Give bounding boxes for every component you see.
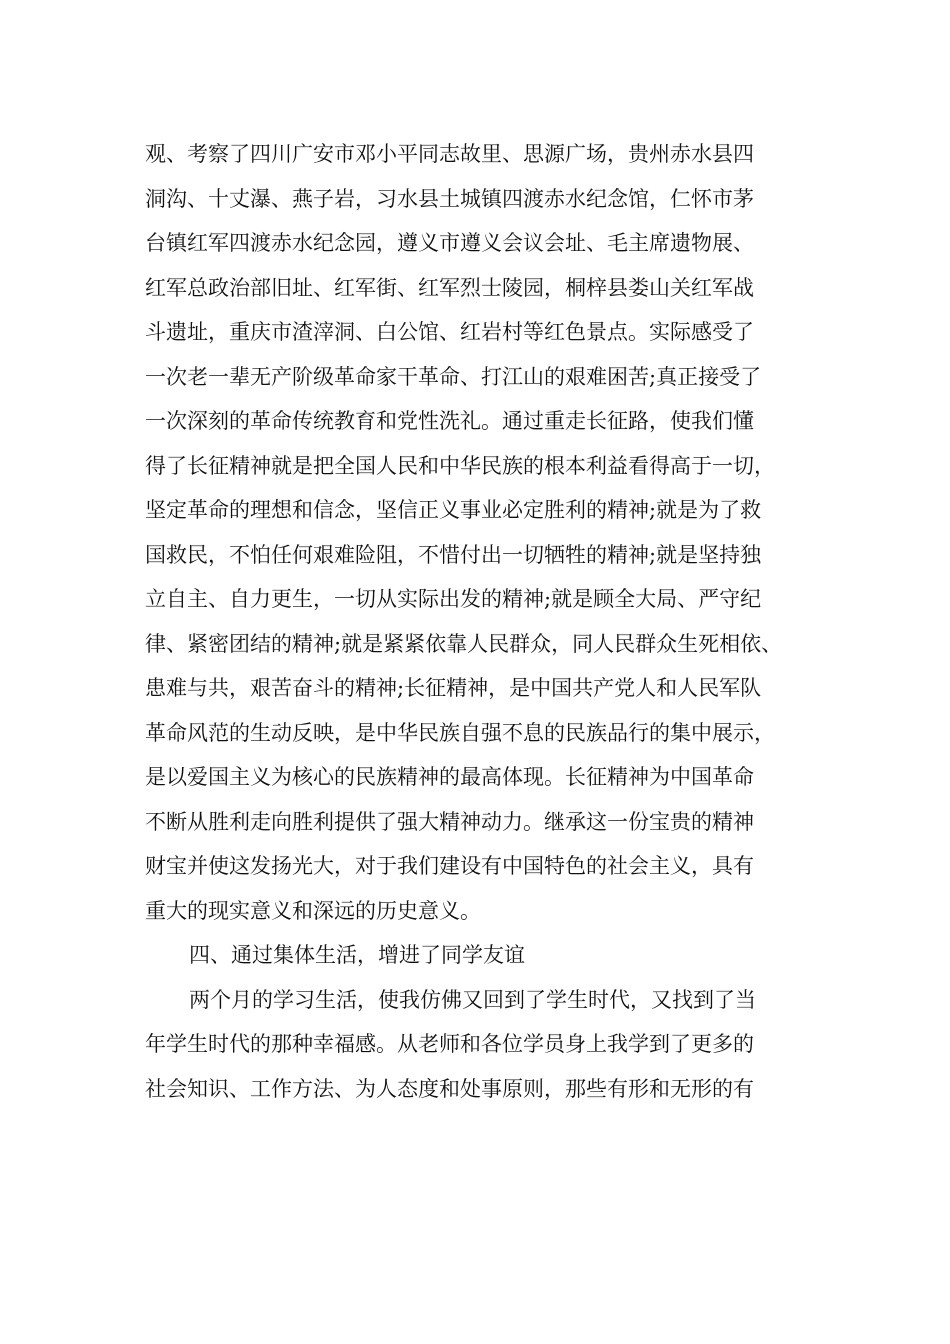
text-line: 台镇红军四渡赤水纪念园，遵义市遵义会议会址、毛主席遗物展、 bbox=[145, 231, 754, 255]
paragraph-first-line: 两个月的学习生活，使我仿佛又回到了学生时代，又找到了当 bbox=[189, 987, 756, 1012]
text-line: 观、考察了四川广安市邓小平同志故里、思源广场，贵州赤水县四 bbox=[145, 142, 754, 166]
text-line: 洞沟、十丈瀑、燕子岩，习水县土城镇四渡赤水纪念馆，仁怀市茅 bbox=[145, 186, 754, 211]
text-line: 坚定革命的理想和信念，坚信正义事业必定胜利的精神;就是为了救 bbox=[145, 498, 762, 522]
text-line: 是以爱国主义为核心的民族精神的最高体现。长征精神为中国革命 bbox=[145, 765, 754, 789]
text-line: 财宝并使这发扬光大，对于我们建设有中国特色的社会主义，具有 bbox=[145, 854, 754, 878]
text-line: 得了长征精神就是把全国人民和中华民族的根本利益看得高于一切， bbox=[145, 453, 775, 478]
text-line: 斗遗址，重庆市渣滓洞、白公馆、红岩村等红色景点。实际感受了 bbox=[145, 320, 754, 344]
text-line: 红军总政治部旧址、红军街、红军烈士陵园，桐梓县娄山关红军战 bbox=[145, 275, 754, 300]
text-line: 社会知识、工作方法、为人态度和处事原则，那些有形和无形的有 bbox=[145, 1076, 754, 1101]
section-heading: 四、通过集体生活，增进了同学友谊 bbox=[189, 943, 525, 967]
text-line: 立自主、自力更生，一切从实际出发的精神;就是顾全大局、严守纪 bbox=[145, 587, 762, 611]
text-line: 不断从胜利走向胜利提供了强大精神动力。继承这一份宝贵的精神 bbox=[145, 809, 754, 834]
text-line: 一次老一辈无产阶级革命家干革命、打江山的艰难困苦;真正接受了 bbox=[145, 364, 762, 389]
text-line: 律、紧密团结的精神;就是紧紧依靠人民群众，同人民群众生死相依、 bbox=[145, 631, 783, 656]
body-text bbox=[145, 132, 835, 1111]
text-line: 国救民，不怕任何艰难险阻，不惜付出一切牺牲的精神;就是坚持独 bbox=[145, 542, 762, 567]
text-line: 患难与共，艰苦奋斗的精神;长征精神，是中国共产党人和人民军队 bbox=[145, 676, 762, 700]
text-line: 重大的现实意义和深远的历史意义。 bbox=[145, 898, 481, 923]
text-line: 革命风范的生动反映，是中华民族自强不息的民族品行的集中展示， bbox=[145, 720, 775, 745]
text-line: 年学生时代的那种幸福感。从老师和各位学员身上我学到了更多的 bbox=[145, 1032, 754, 1056]
text-line: 一次深刻的革命传统教育和党性洗礼。通过重走长征路，使我们懂 bbox=[145, 409, 754, 433]
